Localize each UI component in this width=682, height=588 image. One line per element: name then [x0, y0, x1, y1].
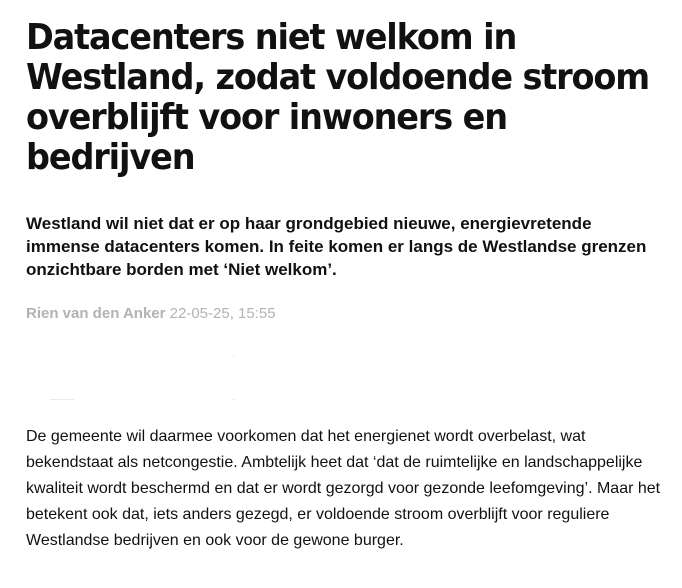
article-headline: Datacenters niet welkom in Westland, zodat voldoende stroom overblijft voor inwoners en bedrijven	[26, 17, 650, 178]
article	[26, 17, 666, 549]
placeholder-mark	[233, 356, 234, 357]
article-lead: Westland wil niet dat er op haar grondgebied nieuwe, energievretende immense datacenters komen. In feite komen er langs de Westlandse grenzen onzichtbare borden met ‘Niet welkom’.	[26, 214, 647, 279]
placeholder-mark	[233, 399, 234, 400]
byline-author[interactable]: Rien van den Anker	[26, 305, 166, 322]
byline-date: 22-05-25, 15:55	[169, 305, 276, 322]
media-placeholder	[40, 348, 234, 400]
article-body-paragraph: De gemeente wil daarmee voorkomen dat het energienet wordt overbelast, wat bekendstaat als netcongestie. Ambtelijk heet dat ‘dat de ruimtelijke en landschappelijke kwaliteit wordt beschermd en dat er wordt gezorgd voor gezonde leefomgeving’. Maar het betekent ook dat, iets anders gezegd, er voldoende stroom overblijft voor reguliere Westlandse bedrijven en ook voor de gewone burger.	[26, 428, 661, 549]
placeholder-mark	[50, 399, 74, 400]
byline	[26, 304, 276, 324]
